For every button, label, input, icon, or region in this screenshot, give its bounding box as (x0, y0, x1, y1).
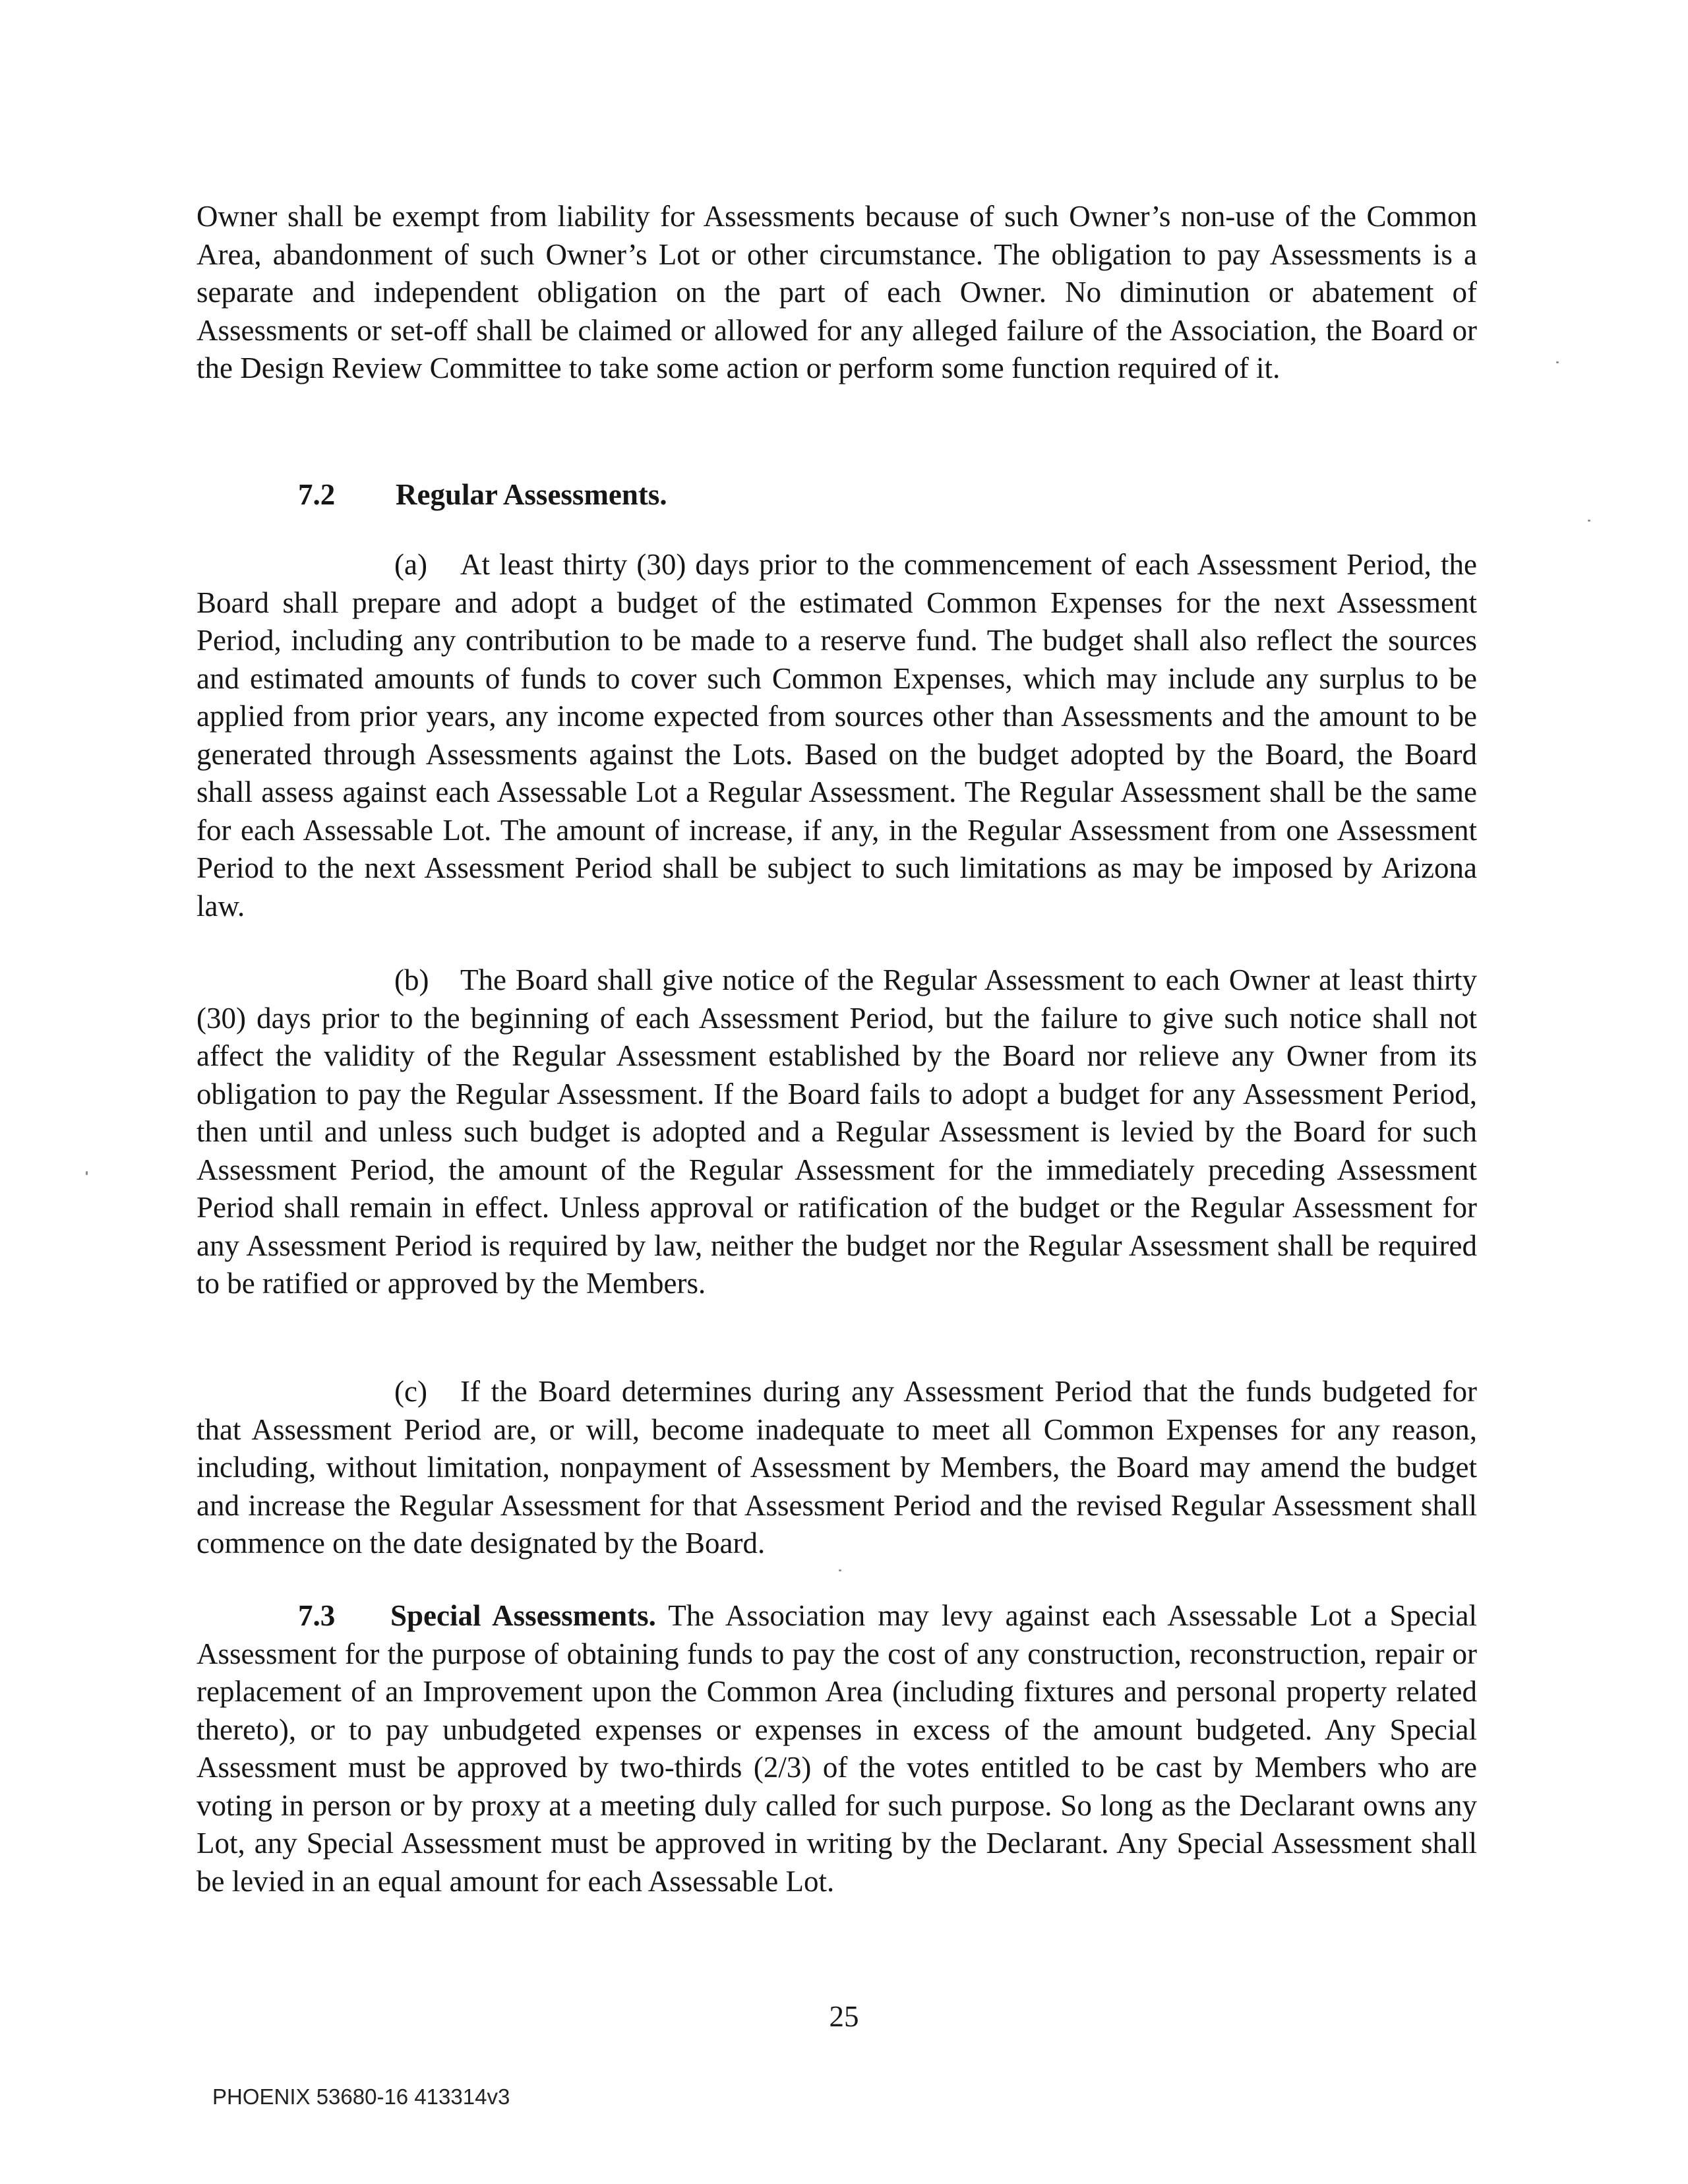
page-number: 25 (829, 2000, 859, 2033)
subsection-a-label: (a) (394, 548, 427, 581)
subsection-c (196, 1373, 1477, 1563)
subsection-b (196, 961, 1477, 1303)
scan-speck (1588, 520, 1590, 522)
section-7-3-title: Special Assessments. (390, 1599, 656, 1632)
subsection-b-text: The Board shall give notice of the Regular Assessment to each Owner at least thirty (30) days prior to the beginning of each Assessment Period, but the failure to give such notice shall not affect the validity of the Regular Assessment established by the Board nor relieve any Owner from its obligation to pay the Regular Assessment. If the Board fails to adopt a budget for any Assessment Period, then until and unless such budget is adopted and a Regular Assessment is levied by the Board for such Assessment Period, the amount of the Regular Assessment for the immediately preceding Assessment Period shall remain in effect. Unless approval or ratification of the budget or the Regular Assessment for any Assessment Period is required by law, neither the budget nor the Regular Assessment shall be required to be ratified or approved by the Members. (196, 963, 1477, 1300)
scan-speck (839, 1569, 841, 1571)
section-7-2-title: Regular Assessments. (396, 478, 667, 511)
section-7-3-number: 7.3 (298, 1599, 336, 1632)
document-footer-id: PHOENIX 53680-16 413314v3 (212, 2084, 510, 2109)
subsection-c-label: (c) (394, 1375, 427, 1408)
continuation-paragraph: Owner shall be exempt from liability for Assessments because of such Owner’s non-use of the Common Area, abandonment of such Owner’s Lot or other circumstance. The obligation to pay Assessments is a separate and independent obligation on the part of each Owner. No diminution or abatement of Assessments or set-off shall be claimed or allowed for any alleged failure of the Association, the Board or the Design Review Committee to take some action or perform some function required of it. (196, 200, 1477, 384)
section-7-2-number: 7.2 (298, 478, 336, 511)
subsection-a (196, 546, 1477, 925)
scan-speck (86, 1171, 88, 1175)
subsection-a-text: At least thirty (30) days prior to the commencement of each Assessment Period, the Board shall prepare and adopt a budget of the estimated Common Expenses for the next Assessment Period, including any contribution to be made to a reserve fund. The budget shall also reflect the sources and estimated amounts of funds to cover such Common Expenses, which may include any surplus to be applied from prior years, any income expected from sources other than Assessments and the amount to be generated through Assessments against the Lots. Based on the budget adopted by the Board, the Board shall assess against each Assessable Lot a Regular Assessment. The Regular Assessment shall be the same for each Assessable Lot. The amount of increase, if any, in the Regular Assessment from one Assessment Period to the next Assessment Period shall be subject to such limitations as may be imposed by Arizona law. (196, 548, 1477, 923)
subsection-c-text: If the Board determines during any Assessment Period that the funds budgeted for that Assessment Period are, or will, become inadequate to meet all Common Expenses for any reason, including, without limitation, nonpayment of Assessment by Members, the Board may amend the budget and increase the Regular Assessment for that Assessment Period and the revised Regular Assessment shall commence on the date designated by the Board. (196, 1375, 1477, 1560)
section-7-2-heading (298, 476, 667, 514)
subsection-b-label: (b) (394, 963, 429, 996)
section-7-3-paragraph (196, 1597, 1477, 1900)
section-7-3-text: The Association may levy against each Assessable Lot a Special Assessment for the purpose of obtaining funds to pay the cost of any construction, reconstruction, repair or replacement of an Improvement upon the Common Area (including fixtures and personal property related thereto), or to pay unbudgeted expenses or expenses in excess of the amount budgeted. Any Special Assessment must be approved by two-thirds (2/3) of the votes entitled to be cast by Members who are voting in person or by proxy at a meeting duly called for such purpose. So long as the Declarant owns any Lot, any Special Assessment must be approved in writing by the Declarant. Any Special Assessment shall be levied in an equal amount for each Assessable Lot. (196, 1599, 1478, 1898)
scan-speck (1556, 361, 1559, 363)
